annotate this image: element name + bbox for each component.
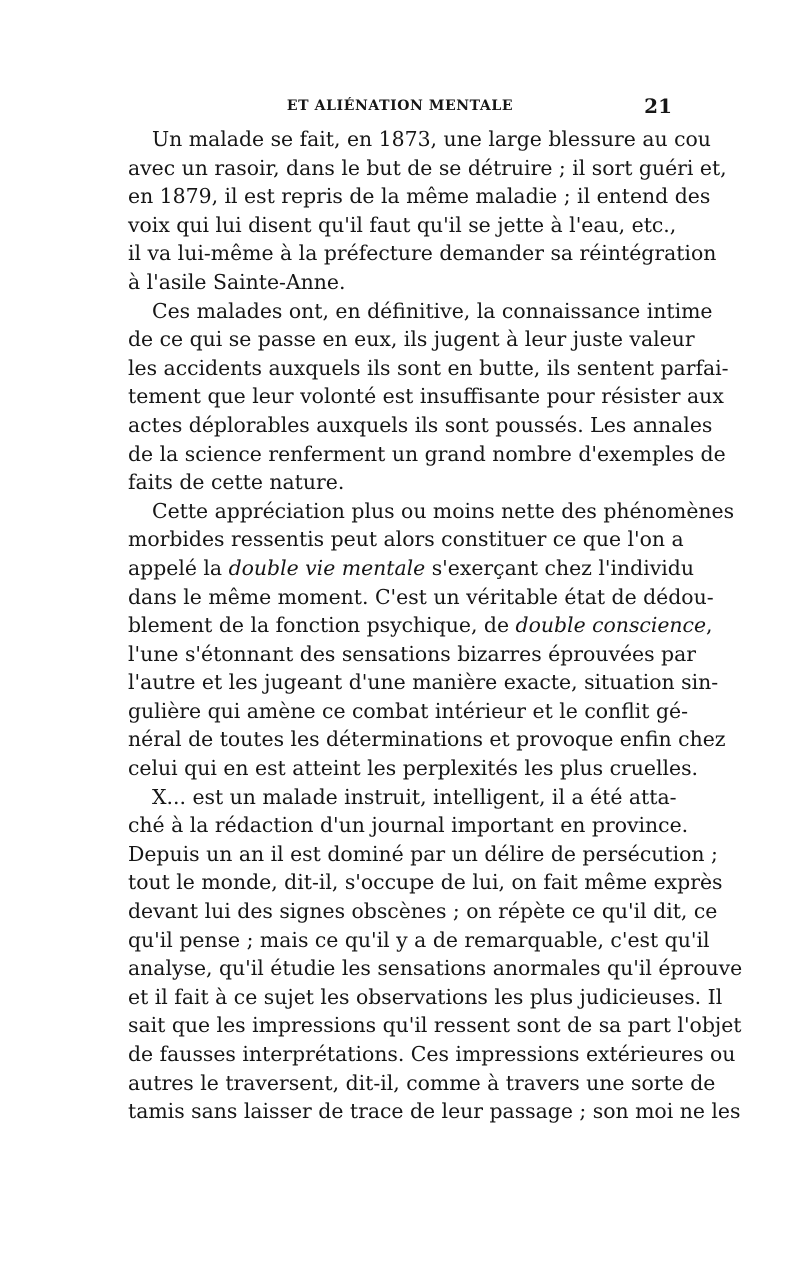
page-number: 21 (644, 94, 672, 118)
running-head (128, 95, 672, 117)
text-line: autres le traversent, dit-il, comme à travers une sorte de (128, 1070, 716, 1095)
text-line: l'une s'étonnant des sensations bizarres éprouvées par (128, 641, 697, 666)
text-line: voix qui lui disent qu'il faut qu'il se jette à l'eau, etc., (128, 212, 677, 237)
text-line: actes déplorables auxquels ils sont poussés. Les annales (128, 412, 713, 437)
text-line: analyse, qu'il étudie les sensations anormales qu'il éprouve (128, 956, 743, 981)
running-head-title: ET ALIÉNATION MENTALE (286, 98, 514, 114)
text-line (128, 554, 694, 583)
text-line: il va lui-même à la préfecture demander sa réintégration (128, 241, 717, 266)
text-line: tement que leur volonté est insuffisante pour résister aux (128, 384, 724, 409)
text-line: Ces malades ont, en définitive, la connaissance intime (152, 298, 713, 323)
text-segment: s'exerçant chez l'individu (425, 555, 694, 580)
text-line: Depuis un an il est dominé par un délire de persécution ; (128, 841, 718, 866)
text-line: dans le même moment. C'est un véritable état de dédou- (128, 584, 714, 609)
text-line: faits de cette nature. (128, 470, 345, 495)
text-line: X... est un malade instruit, intelligent, il a été atta- (152, 784, 677, 809)
text-line: Cette appréciation plus ou moins nette des phénomènes (152, 498, 735, 523)
text-line: Un malade se fait, en 1873, une large blessure au cou (152, 127, 711, 151)
text-line: qu'il pense ; mais ce qu'il y a de remarquable, c'est qu'il (128, 927, 710, 952)
text-line: néral de toutes les déterminations et provoque enfin chez (128, 727, 726, 752)
text-line: de la science renferment un grand nombre d'exemples de (128, 441, 726, 466)
text-line: l'autre et les jugeant d'une manière exacte, situation sin- (128, 670, 719, 695)
italic-term: double conscience (515, 613, 707, 638)
text-line: devant lui des signes obscènes ; on répète ce qu'il dit, ce (128, 899, 718, 924)
text-line: celui qui en est atteint les perplexités les plus cruelles. (128, 756, 699, 781)
text-segment: , (706, 613, 713, 638)
text-segment: appelé la (128, 555, 229, 580)
text-segment: blement de la fonction psychique, de (128, 613, 516, 638)
text-line: sait que les impressions qu'il ressent sont de sa part l'objet (128, 1013, 742, 1038)
text-line: de fausses interprétations. Ces impressions extérieures ou (128, 1042, 736, 1066)
text-line: morbides ressentis peut alors constituer ce que l'on a (128, 527, 684, 552)
text-line: en 1879, il est repris de la même maladie ; il entend des (128, 184, 711, 209)
text-line: à l'asile Sainte-Anne. (128, 269, 346, 294)
text-line: avec un rasoir, dans le but de se détruire ; il sort guéri et, (128, 155, 727, 180)
text-line: et il fait à ce sujet les observations les plus judicieuses. Il (128, 984, 723, 1009)
text-line (128, 611, 713, 640)
text-line: gulière qui amène ce combat intérieur et le conflit gé- (128, 698, 688, 723)
text-line: tamis sans laisser de trace de leur passage ; son moi ne les (128, 1099, 741, 1124)
italic-term: double vie mentale (228, 555, 426, 580)
body-text (128, 125, 743, 1126)
text-line: ché à la rédaction d'un journal important en province. (128, 813, 689, 838)
text-line: de ce qui se passe en eux, ils jugent à leur juste valeur (128, 327, 695, 352)
text-line: les accidents auxquels ils sont en butte, ils sentent parfai- (128, 355, 729, 380)
text-line: tout le monde, dit-il, s'occupe de lui, on fait même exprès (128, 870, 723, 895)
